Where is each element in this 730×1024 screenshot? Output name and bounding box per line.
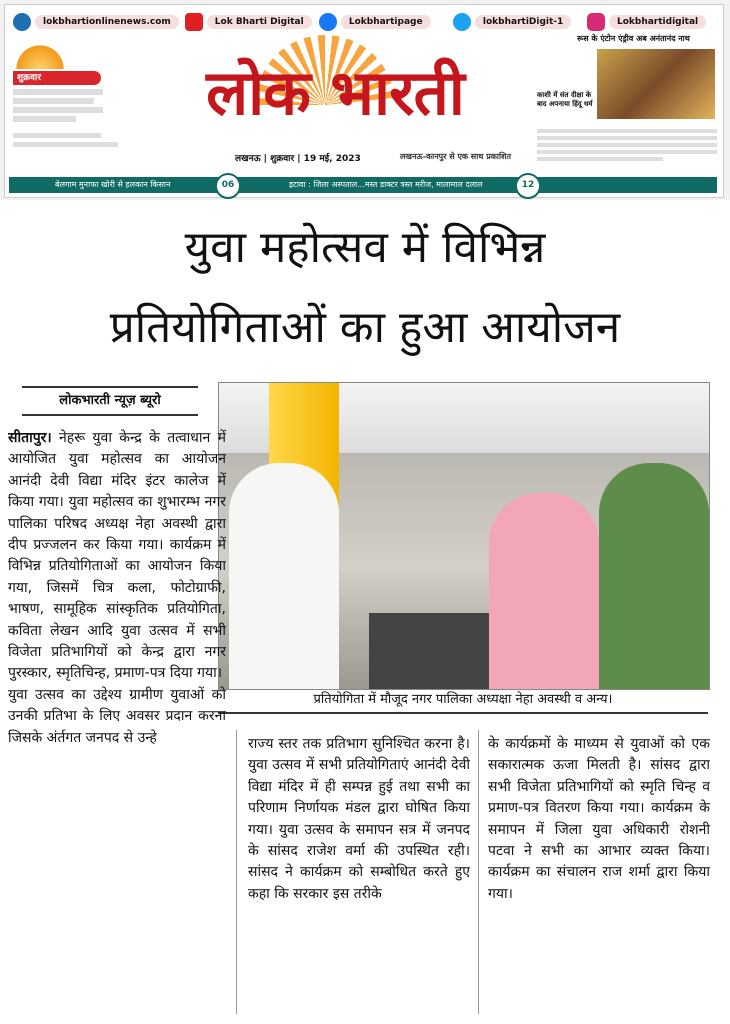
masthead [4, 4, 724, 198]
edition-note: लखनऊ-कानपुर से एक साथ प्रकाशित [400, 152, 512, 161]
ticker-right-text: इटावा : जिला अस्पताल...मस्त डाक्टर त्रस्त मरीज, मालामाल दलाल [289, 180, 483, 189]
teaser-caption: काशी में संत दीक्षा के बाद अपनाया हिंदू धर्म [537, 91, 593, 108]
sun-emblem [15, 39, 65, 69]
dateline: लखनऊ | शुक्रवार | 19 मई, 2023 [235, 154, 361, 164]
column-rule [236, 730, 237, 1014]
globe-icon [13, 13, 31, 31]
issue-info [13, 133, 123, 147]
social-label: lokbhartiDigit-1 [475, 15, 571, 29]
thought-of-day [13, 89, 103, 122]
ticker-left-text: बेलगाम मुनाफा खोरी से हलकान किसान [55, 180, 171, 189]
social-facebook[interactable] [319, 11, 447, 33]
teaser-headline: रूस के एंटोन एंड्रीव अब अनंतानंद नाथ [577, 34, 690, 43]
youtube-icon [185, 13, 203, 31]
day-tag: शुक्रवार [13, 71, 101, 85]
photo-caption: प्रतियोगिता में मौजूद नगर पालिका अध्यक्षा नेहा अवस्थी व अन्य। [218, 690, 708, 714]
social-label: Lokbhartidigital [609, 15, 706, 29]
headline-line-2: प्रतियोगिताओं का हुआ आयोजन [109, 302, 621, 353]
teaser-body [537, 129, 717, 161]
article-column-1 [8, 428, 226, 1018]
article-dateline: सीतापुर। [8, 430, 52, 446]
col1-paragraph-1: नेहरू युवा केन्द्र के तत्वाधान में आयोजित युवा महोत्सव का आयोजन आनंदी देवी विद्या मंदिर इंटर कालेज में किया गया। युवा महोत्सव का शुभारम्भ नगर पालिका परिषद अध्यक्ष नेहा अवस्थी द्वारा दीप प्रज्जलन कर किया गया। कार्यक्रम में विभिन्न प्रतियोगिताओं का आयोजन किया गया, जिसमें चित्र कला, फोटोग्राफी, भाषण, सामूहिक सांस्कृतिक प्रतियोगिता, कविता लेखन आदि युवा उत्सव में सभी विजेता प्रतिभागियों को केन्द्र द्वारा नगर पुरस्कार, स्मृतिचिन्ह, प्रमाण-पत्र दिया गया। [8, 430, 226, 682]
teaser-photo [597, 49, 715, 119]
col1-paragraph-2: युवा उत्सव का उद्देश्य ग्रामीण युवाओं को उनकी प्रतिभा के लिए अवसर प्रदान करना जिसके अंर्तगत जनपद से उन्हे [8, 686, 226, 746]
col3-paragraph: के कार्यक्रमों के माध्यम से युवाओं को एक सकारात्मक ऊजा मिलती है। सांसद द्वारा सभी विजेता प्रतिभागियों को स्मृति चिन्ह व प्रमाण-पत्र वितरण किया गया। कार्यक्रम के समापन में जिला युवा अधिकारी रोशनी पटवा ने सभी का आभार व्यक्त किया। कार्यक्रम का संचालन राज शर्मा द्वारा किया गया। [488, 736, 710, 902]
ticker-page-left: 06 [215, 173, 241, 199]
twitter-icon [453, 13, 471, 31]
news-ticker [9, 177, 717, 193]
social-label: lokbhartionlinenews.com [35, 15, 179, 29]
social-youtube[interactable] [185, 11, 313, 33]
social-website[interactable] [13, 11, 179, 33]
instagram-icon [587, 13, 605, 31]
article-column-3 [488, 734, 710, 1016]
social-label: Lok Bharti Digital [207, 15, 312, 29]
social-instagram[interactable] [587, 11, 715, 33]
newspaper-logo: लोक भारती [206, 56, 464, 129]
byline: लोकभारती न्यूज़ ब्यूरो [22, 386, 198, 416]
article-column-2 [248, 734, 470, 1016]
column-rule [478, 730, 479, 1014]
social-bar [13, 11, 715, 33]
article-photo [218, 382, 710, 690]
social-label: Lokbhartipage [341, 15, 431, 29]
headline-line-1: युवा महोत्सव में विभिन्न [184, 222, 546, 273]
ticker-page-right: 12 [515, 173, 541, 199]
facebook-icon [319, 13, 337, 31]
social-twitter[interactable] [453, 11, 581, 33]
col2-paragraph: राज्य स्तर तक प्रतिभाग सुनिश्चित करना है। युवा उत्सव में सभी प्रतियोगिताएं आनंदी देवी विद्या मंदिर में ही सम्पन्न हुई तथा सभी का परिणाम निर्णायक मंडल द्वारा घोषित किया गया। युवा उत्सव के समापन सत्र में जनपद के सांसद राजेश वर्मा की उपस्थित रही। सांसद ने कार्यक्रम को सम्बोधित करते हुए कहा कि सरकार इस तरीके [248, 736, 470, 902]
